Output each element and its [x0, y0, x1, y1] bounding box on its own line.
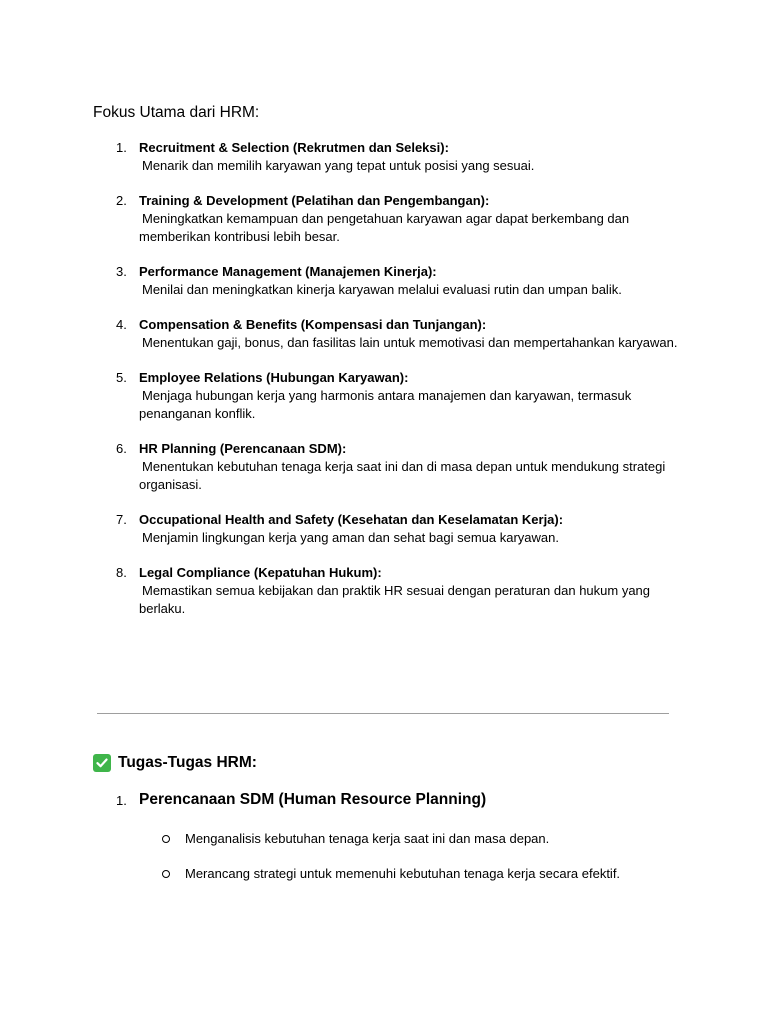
item-title: Performance Management (Manajemen Kinerja):: [139, 264, 437, 279]
item-title: Compensation & Benefits (Kompensasi dan Tunjangan):: [139, 317, 487, 332]
list-item: [0, 192, 768, 246]
list-item: [0, 369, 768, 423]
list-item: [0, 263, 768, 299]
sub-item-text: Merancang strategi untuk memenuhi kebutuhan tenaga kerja secara efektif.: [185, 866, 621, 881]
list-number: 3.: [116, 264, 127, 279]
item-description: Menilai dan meningkatkan kinerja karyawan melalui evaluasi rutin dan umpan balik.: [142, 282, 622, 297]
list-number: 8.: [116, 565, 127, 580]
tasks-heading-text: Tugas-Tugas HRM:: [118, 754, 257, 771]
list-item: [0, 790, 768, 883]
list-item: [0, 440, 768, 494]
item-description: Meningkatkan kemampuan dan pengetahuan karyawan agar dapat berkembang dan memberikan kontribusi lebih besar.: [139, 211, 630, 244]
item-description: Memastikan semua kebijakan dan praktik HR sesuai dengan peraturan dan hukum yang berlaku.: [139, 583, 651, 616]
list-item: [0, 316, 768, 352]
item-title: Recruitment & Selection (Rekrutmen dan Seleksi):: [139, 140, 449, 155]
item-title: Training & Development (Pelatihan dan Pengembangan):: [139, 193, 490, 208]
hollow-circle-bullet-icon: [162, 870, 170, 878]
sub-list-item: [0, 865, 768, 883]
item-description: Menentukan gaji, bonus, dan fasilitas lain untuk memotivasi dan mempertahankan karyawan.: [142, 335, 678, 350]
item-description: Menarik dan memilih karyawan yang tepat untuk posisi yang sesuai.: [142, 158, 535, 173]
sub-list-item: [0, 830, 768, 848]
item-title: HR Planning (Perencanaan SDM):: [139, 441, 347, 456]
list-item: [0, 564, 768, 618]
sub-list: [139, 830, 768, 883]
list-number: 5.: [116, 370, 127, 385]
horizontal-divider: [97, 713, 669, 714]
list-number: 2.: [116, 193, 127, 208]
hollow-circle-bullet-icon: [162, 835, 170, 843]
check-mark-icon: [93, 754, 111, 772]
item-description: Menjamin lingkungan kerja yang aman dan sehat bagi semua karyawan.: [142, 530, 559, 545]
item-description: Menjaga hubungan kerja yang harmonis antara manajemen dan karyawan, termasuk penanganan konflik.: [139, 388, 632, 421]
item-description: Menentukan kebutuhan tenaga kerja saat ini dan di masa depan untuk mendukung strategi organisasi.: [139, 459, 666, 492]
list-number: 1.: [116, 793, 127, 808]
list-number: 4.: [116, 317, 127, 332]
list-item: [0, 139, 768, 175]
focus-list: [0, 139, 768, 635]
tasks-list: [0, 790, 768, 900]
item-title: Occupational Health and Safety (Kesehatan dan Keselamatan Kerja):: [139, 512, 564, 527]
item-title: Employee Relations (Hubungan Karyawan):: [139, 370, 409, 385]
item-title: Legal Compliance (Kepatuhan Hukum):: [139, 565, 382, 580]
tasks-heading: [93, 754, 257, 772]
sub-item-text: Menganalisis kebutuhan tenaga kerja saat ini dan masa depan.: [185, 831, 550, 846]
list-number: 6.: [116, 441, 127, 456]
focus-heading: Fokus Utama dari HRM:: [93, 104, 260, 121]
list-number: 1.: [116, 140, 127, 155]
task-title: Perencanaan SDM (Human Resource Planning): [139, 791, 487, 808]
list-number: 7.: [116, 512, 127, 527]
list-item: [0, 511, 768, 547]
